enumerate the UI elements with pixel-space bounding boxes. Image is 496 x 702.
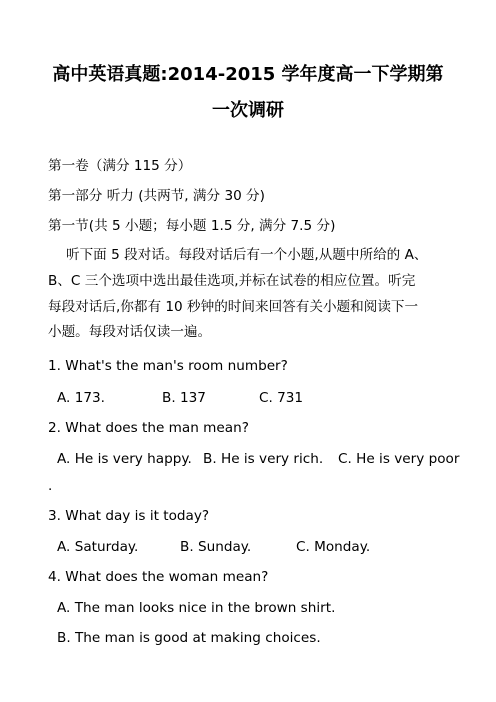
question-1-option-a: A. 173. (57, 390, 105, 406)
document-title-line-1: 高中英语真题:2014-2015 学年度高一下学期第 (52, 64, 444, 85)
question-4-option-b: B. The man is good at making choices. (57, 630, 321, 646)
question-2-continuation: . (48, 478, 53, 494)
question-1-text: 1. What's the man's room number? (48, 358, 288, 374)
question-3-option-b: B. Sunday. (180, 539, 252, 555)
question-3-text: 3. What day is it today? (48, 508, 210, 524)
instructions-line-2: B、C 三个选项中选出最佳选项,并标在试卷的相应位置。听完 (48, 273, 416, 289)
question-1-option-b: B. 137 (162, 390, 206, 406)
question-3-option-c: C. Monday. (296, 539, 371, 555)
part-heading: 第一部分 听力 (共两节, 满分 30 分) (48, 188, 265, 204)
instructions-line-3: 每段对话后,你都有 10 秒钟的时间来回答有关小题和阅读下一 (48, 299, 419, 315)
question-2-option-c: C. He is very poor (338, 451, 460, 467)
question-4-option-a: A. The man looks nice in the brown shirt. (57, 600, 336, 616)
question-2-text: 2. What does the man mean? (48, 420, 249, 436)
subsection-heading: 第一节(共 5 小题；每小题 1.5 分, 满分 7.5 分) (48, 218, 336, 234)
volume-heading: 第一卷（满分 115 分） (48, 158, 192, 174)
question-1-option-c: C. 731 (259, 390, 304, 406)
question-3-option-a: A. Saturday. (57, 539, 139, 555)
question-2-option-a: A. He is very happy. (57, 451, 192, 467)
document-title-line-2: 一次调研 (212, 100, 284, 121)
question-2-option-b: B. He is very rich. (203, 451, 324, 467)
question-4-text: 4. What does the woman mean? (48, 569, 269, 585)
instructions-line-1: 听下面 5 段对话。每段对话后有一个小题,从题中所给的 A、 (66, 247, 428, 263)
instructions-line-4: 小题。每段对话仅读一遍。 (48, 324, 212, 340)
